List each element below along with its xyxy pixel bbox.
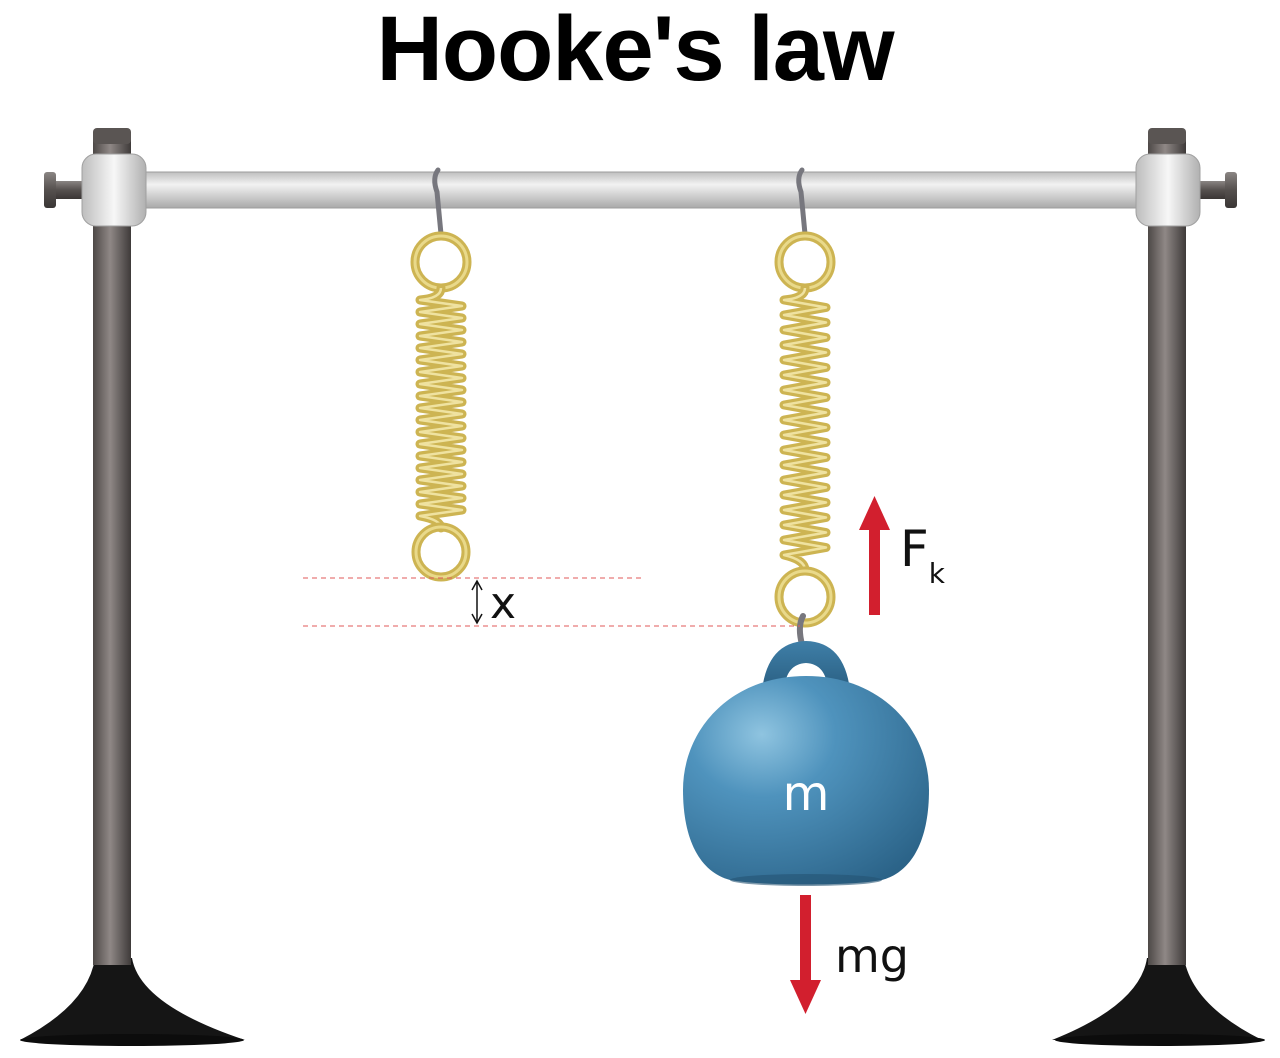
stand	[20, 128, 1265, 1046]
unloaded-spring	[415, 236, 467, 577]
left-pole	[93, 140, 131, 965]
spring-force-symbol: F	[900, 520, 929, 578]
weight-label: mg	[835, 929, 910, 983]
spring-force-arrow	[859, 496, 946, 615]
left-base-rim	[20, 1034, 244, 1046]
left-base	[20, 958, 245, 1040]
diagram-title: Hooke's law	[376, 0, 894, 100]
extension-label: x	[490, 578, 517, 629]
right-base-rim	[1055, 1034, 1265, 1046]
weight-arrow	[790, 895, 909, 1014]
mass-weight	[683, 641, 929, 886]
left-pole-cap	[93, 128, 131, 144]
spring-force-subscript: k	[928, 557, 945, 590]
mass-label: m	[782, 766, 830, 822]
right-clamp	[1136, 154, 1237, 226]
spring-force-label	[900, 520, 946, 590]
horizontal-bar	[120, 172, 1160, 208]
right-pole	[1148, 140, 1186, 965]
right-base	[1052, 958, 1262, 1040]
right-pole-cap	[1148, 128, 1186, 144]
left-clamp	[44, 154, 146, 226]
loaded-spring	[779, 236, 831, 623]
extension-indicator	[303, 578, 800, 629]
